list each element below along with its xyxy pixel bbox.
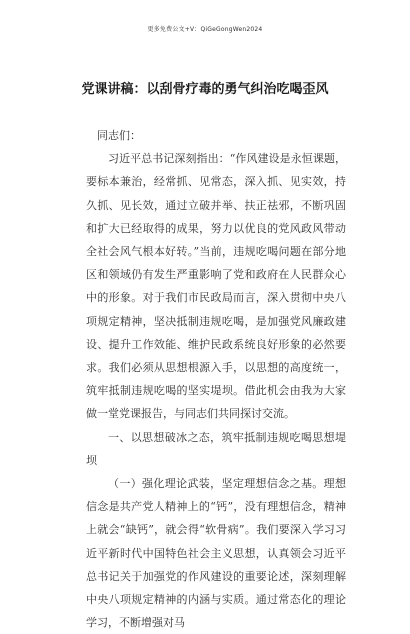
section-heading-1: 一、以思想破冰之态，筑牢抵制违规吃喝思想堤坝 [86,430,346,467]
paragraph-1-1: （一）强化理论武装，坚定理想信念之基。理想信念是共产党人精神上的“钙”，没有理想信念，精神上就会“缺钙”，就会得“软骨病”。我们要深入学习习近平新时代中国特色社会主义思想，认真领会习近平总书记关于加强党的作风建设的重要论述，深刻理解中央八项规定精神的内涵与实质。通过常态化的理论学习，不断增强对马 [86,477,346,630]
salutation: 同志们： [97,129,141,142]
header-watermark: 更多免费公文+V：QiGeGongWen2024 [147,26,263,33]
document-body [86,124,346,634]
document-title: 党课讲稿：以刮骨疗毒的勇气纠治吃喝歪风 [81,82,329,97]
paragraph-intro: 习近平总书记深刻指出：“作风建设是永恒课题，要标本兼治，经常抓、见常态，深入抓、见实效，持久抓、见长效，通过立破并举、扶正祛邪，不断巩固和扩大已经取得的成果，努力以优良的党风政风带动全社会风气根本好转。”当前，违规吃喝问题在部分地区和领域仍有发生严重影响了党和政府在人民群众心中的形象。对于我们市民政局而言，深入贯彻中央八项规定精神，坚决抵制违规吃喝，是加强党风廉政建设、提升工作效能、维护民政系统良好形象的必然要求。我们必须从思想根源入手，以思想的高度统一，筑牢抵制违规吃喝的坚实堤坝。借此机会由我为大家做一堂党课报告，与同志们共同探讨交流。 [86,152,346,421]
